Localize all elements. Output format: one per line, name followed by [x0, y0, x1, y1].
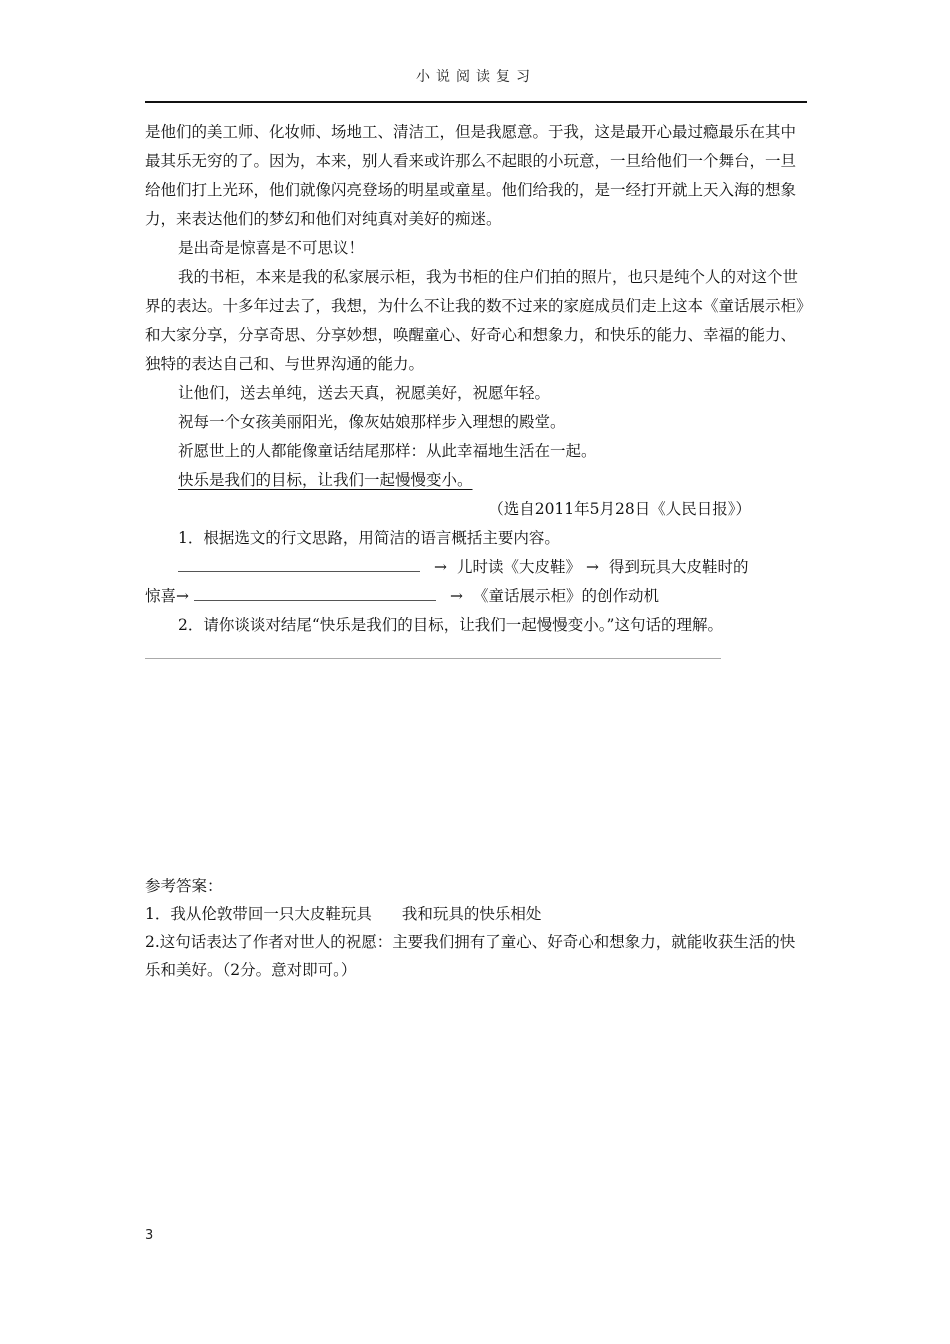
passage-paragraph-4: 让他们，送去单纯，送去天真，祝愿美好，祝愿年轻。 — [178, 384, 551, 402]
passage-paragraph-3: 我的书柜，本来是我的私家展示柜，我为书柜的住户们拍的照片，也只是纯个人的对这个世界的表达。十多年过去了，我想，为什么不让我的数不过来的家庭成员们走上这本《童话展示柜》和大家分享，分享奇思、分享妙想，唤醒童心、好奇心和想象力，和快乐的能力、幸福的能力、独特的表达自己和、与世界沟通的能力。 — [145, 268, 804, 373]
passage-paragraph-5: 祝每一个女孩美丽阳光，像灰姑娘那样步入理想的殿堂。 — [178, 413, 566, 431]
question-1: 1．根据选文的行文思路，用简洁的语言概括主要内容。 — [178, 529, 560, 547]
answer-line[interactable] — [145, 658, 721, 659]
passage-paragraph-7: 快乐是我们的目标，让我们一起慢慢变小。 — [178, 471, 473, 489]
answer-key — [145, 872, 807, 984]
flow-step-4: 《童话展示柜》的创作动机 — [472, 587, 659, 605]
passage-body — [145, 118, 807, 640]
passage-paragraph-6: 祈愿世上的人都能像童话结尾那样：从此幸福地生活在一起。 — [178, 442, 597, 460]
flow-arrow-3: → — [449, 587, 463, 605]
passage-paragraph-7-wrap — [145, 466, 807, 495]
flow-arrow-2: → — [585, 558, 599, 576]
answer-1-part-2: 我和玩具的快乐相处 — [401, 905, 542, 923]
passage-source: （选自2011年5月28日《人民日报》） — [488, 500, 751, 518]
page-number: 3 — [145, 1228, 154, 1243]
passage-paragraph-1: 是他们的美工师、化妆师、场地工、清洁工，但是我愿意。于我，这是最开心最过瘾最乐在其中最其乐无穷的了。因为，本来，别人看来或许那么不起眼的小玩意，一旦给他们一个舞台，一旦给他们打上光环，他们就像闪亮登场的明星或童星。他们给我的，是一经打开就上天入海的想象力，来表达他们的梦幻和他们对纯真对美好的痴迷。 — [145, 123, 797, 228]
answer-heading: 参考答案： — [145, 877, 223, 895]
answer-blank-2[interactable] — [194, 584, 436, 601]
question-1-flow-line-1 — [145, 553, 807, 582]
page-header: 小说阅读复习 — [416, 69, 536, 85]
answer-1 — [145, 900, 807, 928]
header-divider — [145, 101, 807, 103]
answer-2: 2.这句话表达了作者对世人的祝愿：主要我们拥有了童心、好奇心和想象力，就能收获生活的快乐和美好。（2分。意对即可。） — [145, 933, 796, 979]
answer-blank-1[interactable] — [178, 555, 420, 572]
answer-1-part-1: 1．我从伦敦带回一只大皮鞋玩具 — [145, 905, 372, 923]
flow-arrow-1: → — [434, 558, 447, 576]
flow-step-3: 惊喜→ — [145, 587, 189, 605]
flow-step-1: 儿时读《大皮鞋》 — [457, 558, 582, 576]
flow-step-2: 得到玩具大皮鞋时的 — [608, 558, 749, 576]
question-1-flow-line-2 — [145, 582, 807, 611]
passage-paragraph-2: 是出奇是惊喜是不可思议！ — [178, 239, 365, 257]
question-2: 2．请你谈谈对结尾“快乐是我们的目标，让我们一起慢慢变小。”这句话的理解。 — [178, 616, 723, 634]
